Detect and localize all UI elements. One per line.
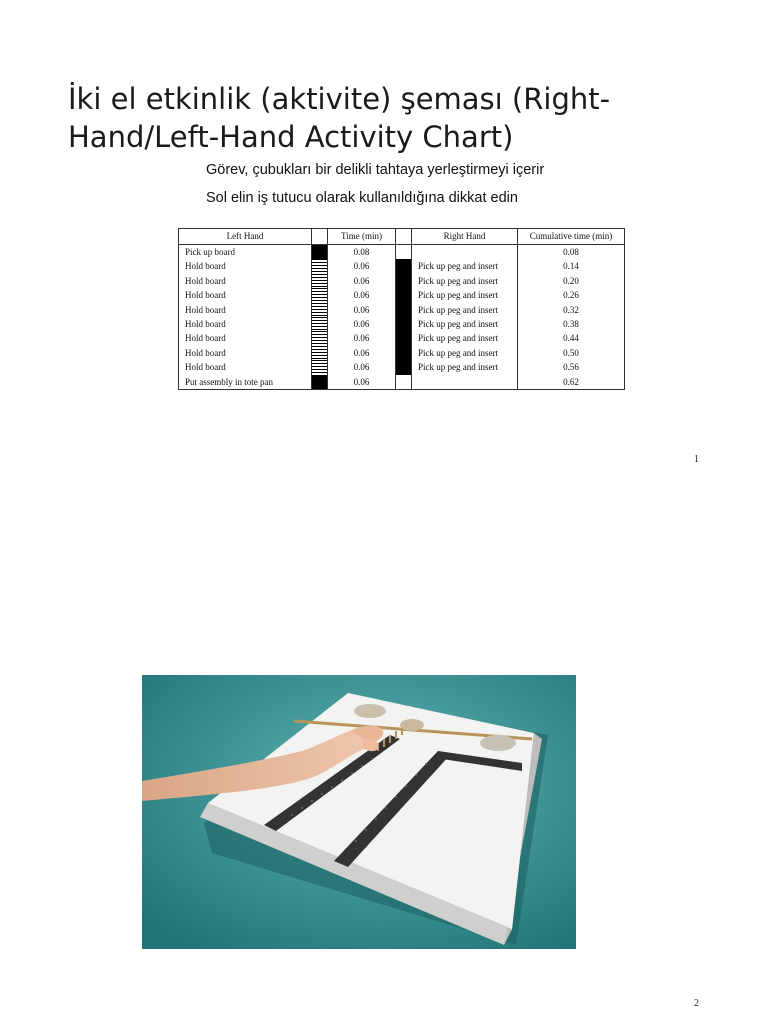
activity-chart-table — [178, 228, 625, 390]
activity-chart-body — [179, 245, 625, 390]
cumulative-time: 0.08 — [518, 245, 625, 260]
cumulative-time: 0.44 — [518, 331, 625, 345]
right-hand-activity: Pick up peg and insert — [418, 261, 498, 272]
right-hand-bar — [396, 245, 412, 260]
activity-row — [179, 288, 625, 302]
right-hand-bar — [396, 317, 412, 331]
left-hand-bar — [312, 274, 328, 288]
left-hand-activity: Hold board — [185, 304, 226, 315]
right-hand-activity: Pick up peg and insert — [418, 333, 498, 344]
activity-time: 0.06 — [353, 319, 370, 330]
left-hand-bar — [312, 331, 328, 345]
cumulative-time: 0.62 — [518, 375, 625, 390]
activity-chart-header-row — [179, 229, 625, 245]
left-hand-bar — [312, 245, 328, 260]
activity-row — [179, 346, 625, 360]
subtitle-task: Görev, çubukları bir delikli tahtaya yerleştirmeyi içerir — [206, 162, 545, 178]
header-cumulative-time: Cumulative time (min) — [518, 229, 625, 245]
right-hand-activity: Pick up peg and insert — [418, 362, 498, 373]
header-time: Time (min) — [328, 229, 396, 245]
page-number: 1 — [694, 454, 699, 465]
right-hand-bar — [396, 288, 412, 302]
left-hand-bar — [312, 375, 328, 390]
activity-time: 0.06 — [353, 333, 370, 344]
cumulative-time: 0.50 — [518, 346, 625, 360]
left-hand-bar — [312, 360, 328, 374]
pegboard-photo — [142, 675, 576, 949]
activity-row — [179, 259, 625, 273]
right-hand-bar — [396, 259, 412, 273]
left-hand-activity: Hold board — [185, 261, 226, 272]
left-hand-activity: Hold board — [185, 290, 226, 301]
right-hand-activity: Pick up peg and insert — [418, 347, 498, 358]
activity-row — [179, 360, 625, 374]
right-hand-bar — [396, 274, 412, 288]
left-hand-activity: Hold board — [185, 362, 226, 373]
left-hand-bar — [312, 303, 328, 317]
activity-time: 0.06 — [353, 347, 370, 358]
header-right-hand: Right Hand — [412, 229, 518, 245]
left-hand-activity: Hold board — [185, 275, 226, 286]
right-hand-bar — [396, 331, 412, 345]
cumulative-time: 0.32 — [518, 303, 625, 317]
left-hand-activity: Hold board — [185, 347, 226, 358]
activity-time: 0.06 — [353, 275, 370, 286]
right-hand-activity: Pick up peg and insert — [418, 319, 498, 330]
header-right-bar — [396, 229, 412, 245]
left-hand-bar — [312, 346, 328, 360]
cumulative-time: 0.38 — [518, 317, 625, 331]
right-hand-activity: Pick up peg and insert — [418, 304, 498, 315]
activity-time: 0.06 — [353, 304, 370, 315]
header-left-bar — [312, 229, 328, 245]
activity-time: 0.08 — [353, 247, 370, 257]
activity-time: 0.06 — [353, 290, 370, 301]
header-left-hand: Left Hand — [179, 229, 312, 245]
right-hand-bar — [396, 303, 412, 317]
activity-time: 0.06 — [353, 362, 370, 373]
right-hand-bar — [396, 375, 412, 390]
activity-row — [179, 331, 625, 345]
left-hand-activity: Hold board — [185, 319, 226, 330]
subtitle-note: Sol elin iş tutucu olarak kullanıldığına dikkat edin — [206, 190, 518, 206]
right-hand-activity: Pick up peg and insert — [418, 290, 498, 301]
left-hand-bar — [312, 317, 328, 331]
cumulative-time: 0.20 — [518, 274, 625, 288]
activity-row — [179, 274, 625, 288]
activity-row — [179, 375, 625, 390]
activity-row — [179, 245, 625, 260]
activity-time: 0.06 — [353, 376, 370, 387]
activity-row — [179, 303, 625, 317]
left-hand-bar — [312, 288, 328, 302]
right-hand-activity — [412, 245, 518, 260]
left-hand-activity: Put assembly in tote pan — [185, 376, 273, 387]
left-hand-activity: Pick up board — [185, 247, 235, 257]
cumulative-time: 0.14 — [518, 259, 625, 273]
slide-page-2 — [0, 512, 768, 1024]
cumulative-time: 0.56 — [518, 360, 625, 374]
right-hand-activity: Pick up peg and insert — [418, 275, 498, 286]
pegboard-photo-icon — [142, 675, 576, 949]
left-hand-bar — [312, 259, 328, 273]
cumulative-time: 0.26 — [518, 288, 625, 302]
left-hand-activity: Hold board — [185, 333, 226, 344]
right-hand-activity — [412, 375, 518, 390]
activity-row — [179, 317, 625, 331]
right-hand-bar — [396, 360, 412, 374]
page-number: 2 — [694, 998, 699, 1009]
right-hand-bar — [396, 346, 412, 360]
activity-time: 0.06 — [353, 261, 370, 272]
slide-title: İki el etkinlik (aktivite) şeması (Right-Hand/Left-Hand Activity Chart) — [68, 82, 611, 154]
